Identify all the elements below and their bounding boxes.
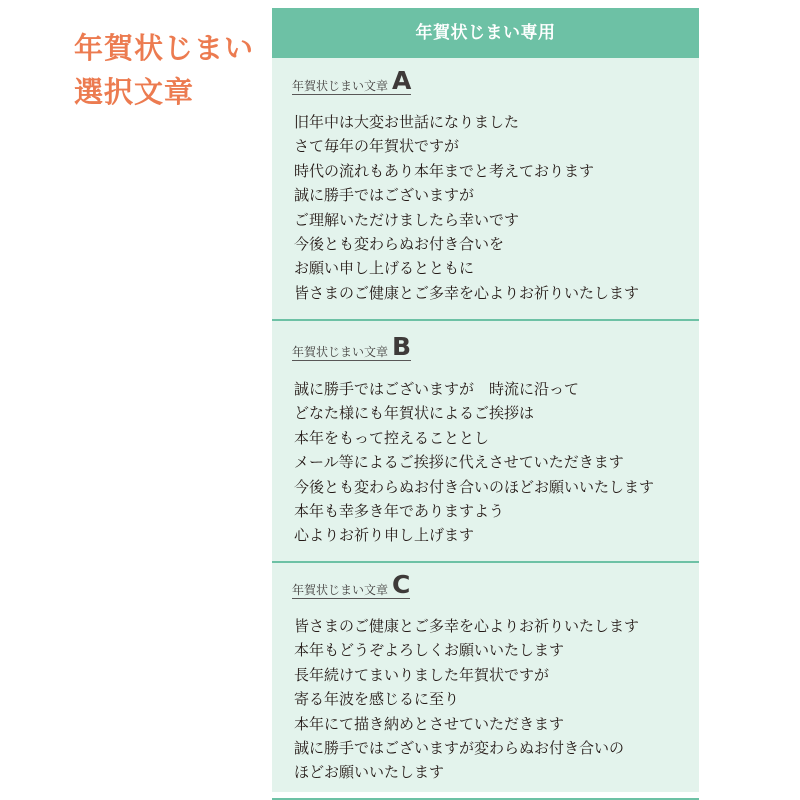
message-line: 心よりお祈り申し上げます	[294, 526, 475, 545]
section-label: 年賀状じまい文章	[292, 583, 389, 597]
message-line: 長年続けてまいりました年賀状ですが	[294, 665, 550, 684]
section-heading	[292, 570, 411, 599]
message-line: 誠に勝手ではございますが 時流に沿って	[294, 380, 580, 398]
message-line: 本年も幸多き年でありますよう	[294, 502, 505, 521]
panel-header: 年賀状じまい専用	[272, 8, 699, 58]
message-line: 本年にて描き納めとさせていただきます	[294, 714, 565, 733]
message-line: 誠に勝手ではございますが	[294, 186, 475, 205]
message-line: 今後とも変わらぬお付き合いのほどお願いいたします	[294, 477, 655, 496]
message-line: 寄る年波を感じるに至り	[294, 690, 460, 709]
section-heading	[292, 66, 412, 95]
section-label: 年賀状じまい文章	[292, 79, 389, 93]
message-line: ご理解いただけましたら幸いです	[294, 210, 520, 229]
message-option-a[interactable]	[272, 58, 699, 321]
section-letter: C	[392, 570, 411, 599]
message-line: メール等によるご挨拶に代えさせていただきます	[294, 453, 624, 472]
message-line: 皆さまのご健康とご多幸を心よりお祈りいたします	[294, 283, 640, 302]
message-line: 旧年中は大変お世話になりました	[294, 113, 520, 131]
message-text	[294, 110, 695, 305]
page-title	[74, 26, 264, 114]
message-line: さて毎年の年賀状ですが	[294, 137, 460, 156]
message-line: ほどお願いいたします	[294, 763, 445, 782]
message-line: 時代の流れもあり本年までと考えております	[294, 161, 595, 180]
message-text	[294, 614, 695, 785]
section-heading	[292, 332, 412, 361]
page-title-line-1: 年賀状じまい	[74, 31, 255, 65]
section-label: 年賀状じまい文章	[292, 345, 389, 359]
message-text	[294, 377, 695, 548]
message-option-c[interactable]	[272, 563, 699, 800]
message-line: お願い申し上げるとともに	[294, 259, 475, 278]
section-letter: B	[392, 332, 412, 361]
message-option-b[interactable]	[272, 321, 699, 563]
message-line: 本年をもって控えることとし	[294, 428, 490, 447]
page-title-line-2: 選択文章	[74, 75, 195, 109]
message-line: 今後とも変わらぬお付き合いを	[294, 235, 505, 254]
message-line: 本年もどうぞよろしくお願いいたします	[294, 641, 565, 660]
message-panel	[272, 8, 699, 792]
section-letter: A	[392, 66, 412, 95]
message-line: どなた様にも年賀状によるご挨拶は	[294, 404, 535, 423]
message-line: 誠に勝手ではございますが変わらぬお付き合いの	[294, 739, 625, 758]
message-line: 皆さまのご健康とご多幸を心よりお祈りいたします	[294, 617, 640, 635]
